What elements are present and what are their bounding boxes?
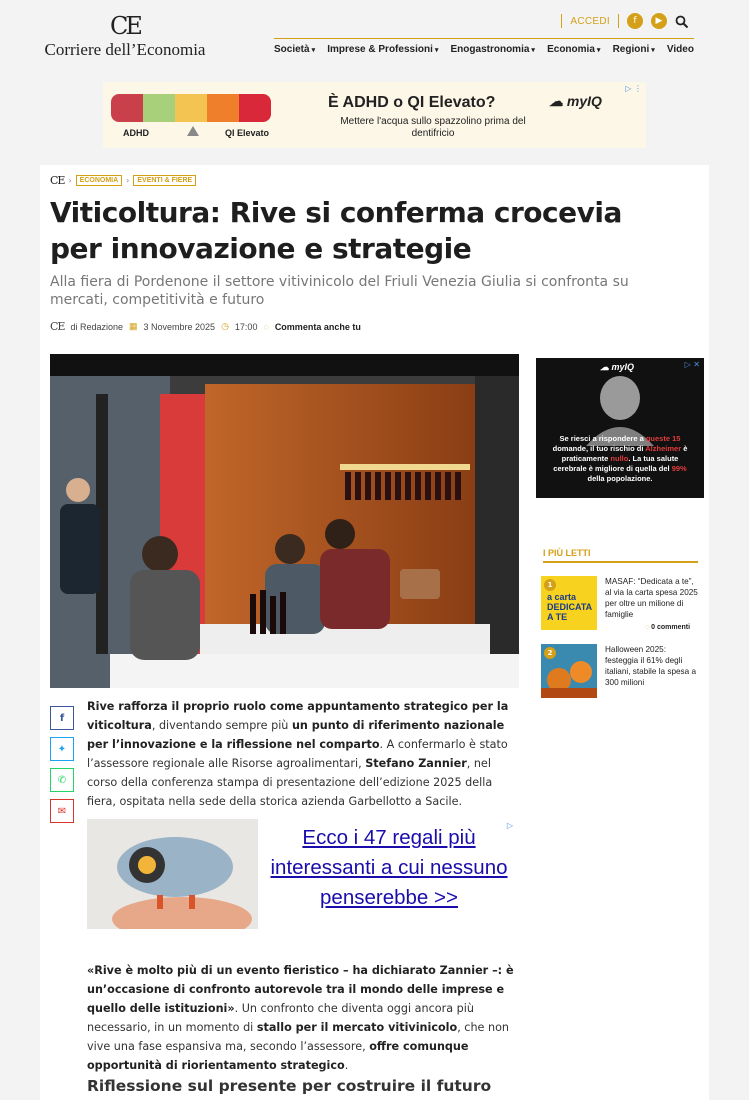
chevron-down-icon: ▾ [311, 47, 316, 54]
youtube-icon[interactable]: ▶ [651, 13, 667, 29]
facebook-icon: f [59, 712, 65, 724]
adchoices-icon[interactable]: ▷ [506, 821, 513, 830]
ad-title: È ADHD o QI Elevato? [328, 94, 496, 111]
ad-inline[interactable] [87, 819, 519, 929]
category-tag[interactable]: ECONOMIA [76, 175, 123, 186]
article-meta [50, 320, 361, 333]
category-tag[interactable]: EVENTI & FIERE [133, 175, 196, 186]
meter-segment [239, 94, 271, 122]
chevron-down-icon: ▾ [651, 47, 655, 54]
main-nav [274, 38, 694, 55]
top-bar [561, 13, 691, 29]
brain-icon: ☁ [600, 362, 612, 372]
chevron-down-icon: ▾ [531, 47, 535, 54]
site-logo[interactable] [40, 14, 210, 60]
login-link[interactable]: ACCEDI [570, 15, 610, 27]
iq-meter [111, 94, 271, 122]
divider [618, 14, 619, 28]
thumb-text: a carta DEDICATA A TE [547, 592, 592, 622]
meter-segment [175, 94, 207, 122]
publish-time: 17:00 [234, 321, 258, 332]
calendar-icon: ▦ [129, 321, 138, 331]
nav-item-imprese[interactable]: Imprese & Professioni ▾ [327, 44, 439, 55]
ad-link[interactable]: Ecco i 47 regali più interessanti a cui nessuno penserebbe >> [270, 826, 508, 909]
twitter-icon: ✦ [57, 743, 67, 755]
share-facebook-button[interactable] [50, 706, 74, 730]
email-icon: ✉ [57, 805, 67, 817]
brain-icon: ☁ [549, 93, 567, 109]
chevron-right-icon: › [68, 176, 72, 185]
ad-brand: ☁ myIQ [600, 362, 635, 372]
chevron-down-icon: ▾ [596, 47, 601, 54]
search-icon[interactable] [675, 15, 689, 29]
article-card [40, 165, 709, 1100]
publish-date: 3 Novembre 2025 [143, 321, 216, 332]
share-whatsapp-button[interactable] [50, 768, 74, 792]
chevron-right-icon: › [126, 176, 130, 185]
share-twitter-button[interactable] [50, 737, 74, 761]
whatsapp-icon: ✆ [57, 774, 67, 786]
meter-left-label: ADHD [123, 128, 149, 138]
author[interactable]: di Redazione [70, 321, 123, 332]
meter-segment [111, 94, 143, 122]
site-header [0, 0, 749, 70]
ad-subtitle: Mettere l'acqua sullo spazzolino prima del dentifricio [340, 116, 526, 139]
clock-icon: ◷ [221, 321, 229, 331]
adchoices-icon[interactable]: ▷ ✕ [684, 360, 700, 369]
author-avatar: CE [50, 320, 65, 333]
hero-image [50, 354, 519, 688]
rank-badge: 2 [544, 647, 556, 659]
meter-segment [143, 94, 175, 122]
ad-banner-top[interactable] [103, 82, 646, 148]
facebook-icon[interactable]: f [627, 13, 643, 29]
article-subtitle: Alla fiera di Pordenone il settore vitivinicolo del Friuli Venezia Giulia si confronta su mercati, competitività e futuro [50, 274, 629, 308]
gadget-illustration [87, 819, 258, 929]
nav-item-regioni[interactable]: Regioni ▾ [612, 44, 655, 55]
article-paragraph: Rive rafforza il proprio ruolo come appuntamento strategico per la viticoltura, diventando sempre più un punto di riferimento nazionale per l’innovazione e la riflessione nel comparto. A confermarlo è stato l’assessore regionale alle Risorse agroalimentari, Stefano Zannier, nel corso della conferenza stampa di presentazione dell’edizione 2025 della fiera, ospitata nella sede della storica azienda Garbellotto a Sacile. [87, 700, 509, 808]
divider [561, 14, 562, 28]
section-heading: Riflessione sul presente per costruire il futuro [87, 1077, 492, 1095]
nav-item-societa[interactable]: Società ▾ [274, 44, 316, 55]
hero-photo [50, 354, 519, 688]
meter-pointer-icon [187, 126, 199, 136]
most-read-thumbnail [541, 576, 597, 630]
comment-link[interactable]: Commenta anche tu [274, 321, 361, 332]
comment-icon: ◌ [263, 321, 269, 332]
most-read-link[interactable]: MASAF: “Dedicata a te”, al via la carta spesa 2025 per oltre un milione di famiglie [605, 577, 698, 619]
breadcrumb [50, 174, 196, 187]
article-title: Viticoltura: Rive si conferma crocevia per innovazione e strategie [50, 196, 622, 265]
nav-item-video[interactable]: Video [666, 44, 694, 55]
article-paragraph: «Rive è molto più di un evento fieristico – ha dichiarato Zannier –: è un’occasione di confronto autorevole tra il mondo delle imprese e quello delle istituzioni». Un confronto che diventa oggi ancora più necessario, in un momento di stallo per il mercato vitivinicolo, che non vive una fase espansiva ma, secondo l’assessore, offre comunque opportunità di riorientamento strategico. [87, 964, 514, 1072]
nav-item-enogastronomia[interactable]: Enogastronomia ▾ [450, 44, 535, 55]
comment-icon: ◌ [645, 624, 652, 631]
meter-right-label: QI Elevato [225, 128, 270, 138]
meter-segment [207, 94, 239, 122]
ad-text: Se riesci a rispondere a queste 15 domande, il tuo rischio di Alzheimer è praticamente nullo. La tua salute cerebrale è migliore di quella del 99% della popolazione. [552, 434, 688, 483]
nav-item-economia[interactable]: Economia ▾ [547, 44, 601, 55]
ad-sidebar[interactable] [536, 358, 704, 498]
adchoices-icon[interactable]: ▷ ⋮ [625, 84, 642, 93]
logo-mark: CE [110, 12, 140, 40]
comment-count: ◌ 0 commenti [645, 624, 691, 631]
most-read-link[interactable]: Halloween 2025: festeggia il 61% degli italiani, stabile la spesa a 300 milioni [605, 645, 697, 687]
gadget-image [87, 819, 258, 929]
chevron-down-icon: ▾ [434, 47, 439, 54]
logo-name: Corriere dell’Economia [44, 40, 206, 59]
ad-brand: ☁ myIQ [549, 93, 602, 109]
most-read-title: I PIÙ LETTI [543, 548, 698, 563]
most-read-thumbnail [541, 644, 597, 698]
breadcrumb-logo[interactable]: CE [50, 174, 65, 187]
share-email-button[interactable] [50, 799, 74, 823]
rank-badge: 1 [544, 579, 556, 591]
